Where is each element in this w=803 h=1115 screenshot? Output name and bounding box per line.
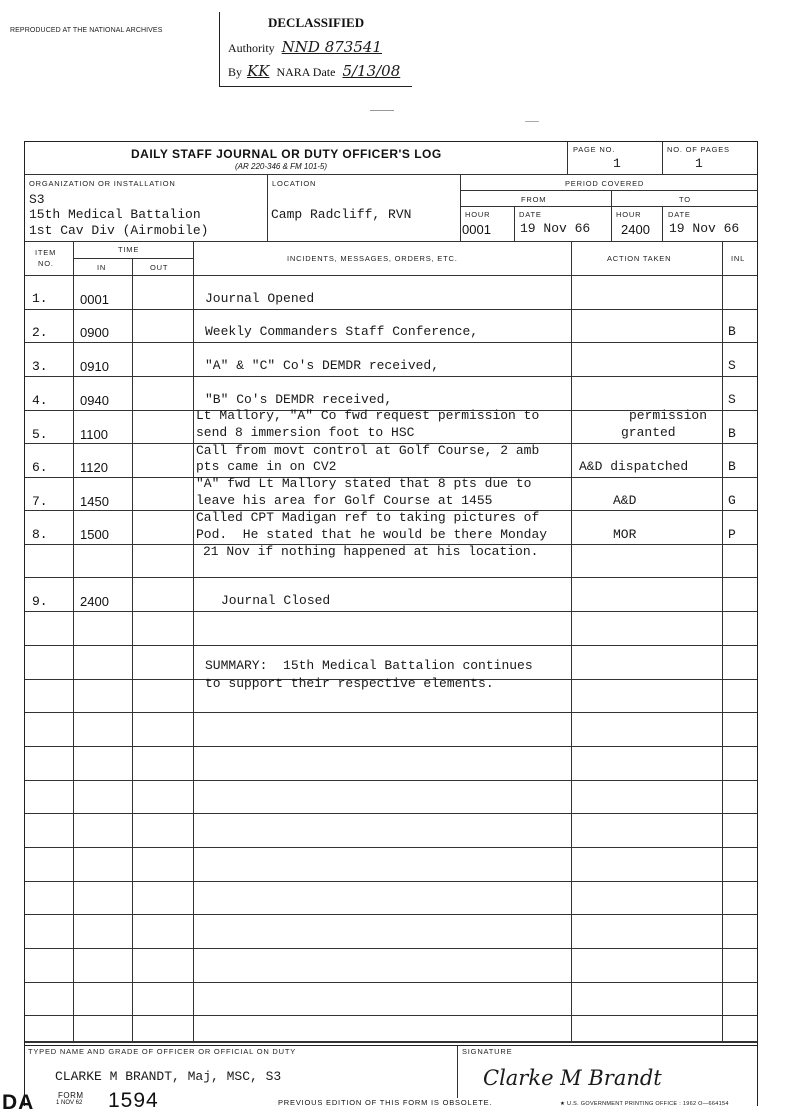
row-rule	[25, 611, 757, 612]
rule	[457, 1046, 458, 1098]
rule	[193, 241, 194, 1041]
item-number: 4.	[32, 393, 48, 408]
row-rule	[25, 309, 757, 310]
action-text: A&D dispatched	[579, 459, 689, 474]
col-out-label: OUT	[150, 263, 169, 272]
num-pages-label: NO. OF PAGES	[667, 145, 730, 154]
form-word: FORM	[58, 1091, 84, 1100]
item-number: 8.	[32, 527, 48, 542]
time-in: 1100	[80, 427, 108, 442]
org-label: ORGANIZATION OR INSTALLATION	[29, 179, 176, 188]
row-rule	[25, 813, 757, 814]
summary-line2: to support their respective elements.	[205, 676, 494, 691]
declassified-stamp	[219, 12, 412, 87]
time-in: 1500	[80, 527, 109, 542]
row-rule	[25, 746, 757, 747]
row-rule	[25, 914, 757, 915]
col-inl-label: INL	[731, 254, 746, 263]
inl-code: S	[728, 358, 736, 373]
incident-text: pts came in on CV2	[196, 459, 337, 474]
row-rule	[25, 948, 757, 949]
incident-text: Weekly Commanders Staff Conference,	[205, 324, 479, 339]
summary-line1: SUMMARY: 15th Medical Battalion continues	[205, 658, 533, 673]
form-number: 1594	[108, 1089, 159, 1112]
item-number: 5.	[32, 427, 48, 442]
action-text: granted	[621, 425, 676, 440]
stamp-by-row	[228, 62, 400, 80]
stamp-by-label: By	[228, 65, 243, 79]
time-in: 0001	[80, 292, 109, 307]
rule	[722, 241, 723, 1041]
rule	[73, 241, 74, 1041]
from-date-value: 19 Nov 66	[520, 221, 591, 236]
row-rule	[25, 982, 757, 983]
to-date-label: DATE	[668, 210, 691, 219]
signature: Clarke M Brandt	[483, 1066, 662, 1090]
inl-code: B	[728, 324, 736, 339]
org-line2: 15th Medical Battalion	[29, 207, 201, 222]
rule	[460, 206, 758, 207]
stamp-by-value: KK	[247, 62, 270, 80]
form-subtitle: (AR 220-346 & FM 101-5)	[235, 162, 328, 171]
journal-form	[24, 141, 758, 1046]
signature-label: SIGNATURE	[462, 1047, 513, 1056]
from-hour-value: 0001	[462, 222, 491, 237]
action-text: permission	[629, 408, 708, 423]
time-in: 1450	[80, 494, 109, 509]
rule	[460, 174, 461, 241]
incident-text: send 8 immersion foot to HSC	[196, 425, 415, 440]
item-number: 9.	[32, 594, 48, 609]
from-label: FROM	[521, 195, 547, 204]
gpo-note: ★ U.S. GOVERNMENT PRINTING OFFICE : 1962 O—664154	[560, 1101, 729, 1107]
org-line3: 1st Cav Div (Airmobile)	[29, 223, 209, 238]
rule	[662, 206, 663, 241]
form-date: 1 NOV 62	[56, 1100, 83, 1106]
row-rule	[25, 881, 757, 882]
row-rule	[25, 342, 757, 343]
incident-text: leave his area for Golf Course at 1455	[196, 493, 493, 508]
col-action-label: ACTION TAKEN	[607, 254, 672, 263]
inl-code: G	[728, 493, 736, 508]
inl-code: B	[728, 426, 736, 441]
location-value: Camp Radcliff, RVN	[271, 207, 412, 222]
archive-note: REPRODUCED AT THE NATIONAL ARCHIVES	[10, 27, 163, 34]
stamp-nara-label: NARA Date	[276, 65, 336, 79]
rule	[567, 142, 568, 174]
form-title: DAILY STAFF JOURNAL OR DUTY OFFICER'S LOG	[131, 147, 442, 161]
rule	[267, 174, 268, 241]
to-hour-value: 2400	[621, 222, 650, 237]
incident-text: Call from movt control at Golf Course, 2 amb	[196, 443, 540, 458]
stamp-authority-value: NND 873541	[281, 38, 382, 56]
page-no-value: 1	[613, 156, 621, 171]
item-number: 2.	[32, 325, 48, 340]
to-label: TO	[679, 195, 691, 204]
incident-text: Lt Mallory, "A" Co fwd request permission to	[196, 408, 540, 423]
incident-text: Called CPT Madigan ref to taking pictures of	[196, 510, 540, 525]
row-rule	[25, 1015, 757, 1016]
rule	[514, 206, 515, 241]
row-rule	[25, 577, 757, 578]
action-text: A&D	[613, 493, 637, 508]
item-number: 6.	[32, 460, 48, 475]
rule	[25, 241, 757, 242]
incident-text: "A" & "C" Co's DEMDR received,	[205, 358, 440, 373]
item-number: 3.	[32, 359, 48, 374]
item-number: 7.	[32, 494, 48, 509]
to-date-value: 19 Nov 66	[669, 221, 740, 236]
row-rule	[25, 780, 757, 781]
location-label: LOCATION	[272, 179, 317, 188]
previous-edition-note: PREVIOUS EDITION OF THIS FORM IS OBSOLETE.	[278, 1098, 493, 1107]
incident-text: Pod. He stated that he would be there Monday	[196, 527, 548, 542]
stamp-authority-row	[228, 38, 382, 56]
row-rule	[25, 376, 757, 377]
num-pages-value: 1	[695, 156, 703, 171]
from-date-label: DATE	[519, 210, 542, 219]
time-in: 0940	[80, 393, 109, 408]
from-hour-label: HOUR	[465, 210, 491, 219]
rule	[25, 1041, 757, 1043]
incident-text: Journal Closed	[221, 593, 331, 608]
scan-mark	[525, 121, 539, 122]
rule	[571, 241, 572, 1041]
row-rule	[25, 847, 757, 848]
to-hour-label: HOUR	[616, 210, 642, 219]
officer-label: TYPED NAME AND GRADE OF OFFICER OR OFFICIAL ON DUTY	[28, 1047, 297, 1056]
col-in-label: IN	[97, 263, 107, 272]
form-da: DA	[2, 1091, 35, 1114]
row-rule	[25, 712, 757, 713]
page-no-label: PAGE NO.	[573, 145, 616, 154]
stamp-title: DECLASSIFIED	[268, 15, 365, 30]
rule	[25, 174, 757, 175]
period-label: PERIOD COVERED	[565, 179, 645, 188]
inl-code: S	[728, 392, 736, 407]
col-time-label: TIME	[118, 245, 140, 254]
rule	[73, 258, 193, 259]
incident-text: "A" fwd Lt Mallory stated that 8 pts due to	[196, 476, 532, 491]
time-in: 2400	[80, 594, 109, 609]
action-text: MOR	[613, 527, 637, 542]
col-no-label: NO.	[38, 259, 54, 268]
item-number: 1.	[32, 291, 48, 306]
time-in: 0900	[80, 325, 109, 340]
col-item-label: ITEM	[35, 248, 57, 257]
stamp-date-value: 5/13/08	[342, 62, 401, 80]
rule	[662, 142, 663, 174]
rule	[611, 190, 612, 241]
inl-code: B	[728, 459, 736, 474]
incident-text: 21 Nov if nothing happened at his location.	[203, 544, 539, 559]
time-in: 0910	[80, 359, 109, 374]
rule	[25, 275, 757, 276]
col-incidents-label: INCIDENTS, MESSAGES, ORDERS, ETC.	[287, 254, 458, 263]
scan-mark	[370, 110, 394, 111]
row-rule	[25, 645, 757, 646]
inl-code: P	[728, 527, 736, 542]
stamp-authority-label: Authority	[228, 41, 275, 55]
time-in: 1120	[80, 460, 108, 475]
incident-text: "B" Co's DEMDR received,	[205, 392, 393, 407]
org-line1: S3	[29, 192, 45, 207]
incident-text: Journal Opened	[205, 291, 315, 306]
rule	[460, 190, 758, 191]
officer-value: CLARKE M BRANDT, Maj, MSC, S3	[55, 1069, 282, 1084]
